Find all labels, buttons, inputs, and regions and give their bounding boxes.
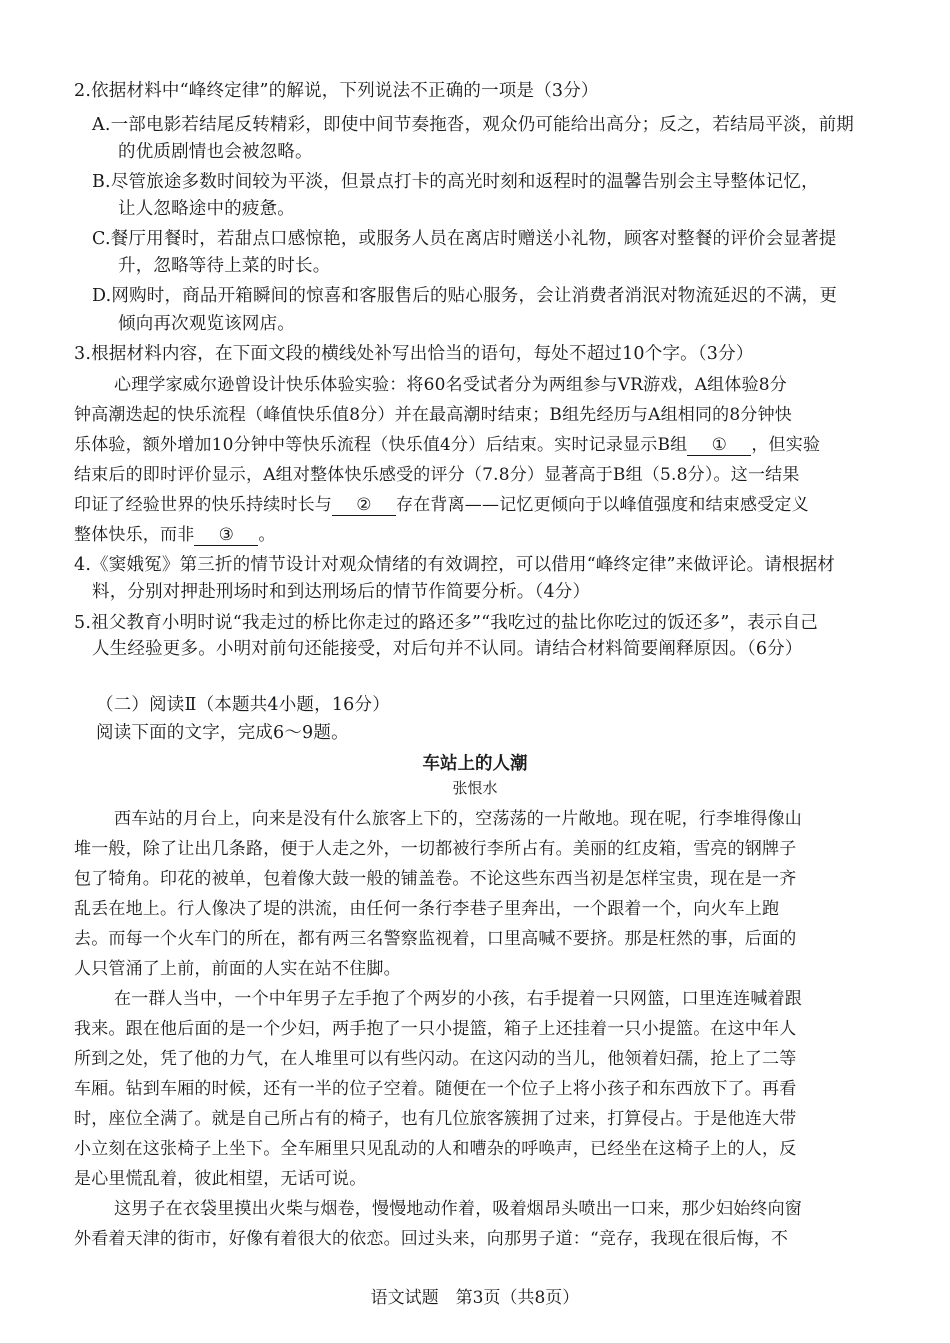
q3-line5-text-b: 存在背离——记忆更倾向于以峰值强度和结束感受定义	[396, 495, 809, 515]
reading2-instruction: 阅读下面的文字，完成6～9题。	[96, 723, 349, 743]
q3-line3-text-b: ，但实验	[751, 435, 821, 455]
q3-line3-text-a: 乐体验，额外增加10分钟中等快乐流程（快乐值4分）后结束。实时记录显示B组	[74, 435, 688, 455]
question-5-line2: 人生经验更多。小明对前句还能接受，对后句并不认同。请结合材料简要阐释原因。（6分）	[92, 639, 803, 659]
question-3-stem: 3.根据材料内容，在下面文段的横线处补写出恰当的语句，每处不超过10个字。（3分）	[74, 344, 754, 364]
q3-passage-line6	[74, 523, 276, 547]
q3-line5-text-a: 印证了经验世界的快乐持续时长与	[74, 495, 332, 515]
article-line-8: 我来。跟在他后面的是一个少妇，两手抱了一只小提篮，箱子上还挂着一只小提篮。在这中年人	[74, 1019, 797, 1039]
q3-line6-text-a: 整体快乐，而非	[74, 525, 195, 545]
question-5-line1: 5.祖父教育小明时说“我走过的桥比你走过的路还多”“我吃过的盐比你吃过的饭还多”，表示自己	[74, 613, 818, 633]
page-footer: 语文试题 第3页（共8页）	[370, 1288, 580, 1308]
q2-option-b-line1: B.尽管旅途多数时间较为平淡，但景点打卡的高光时刻和返程时的温馨告别会主导整体记忆，	[92, 172, 819, 192]
article-line-15: 外看着天津的街市，好像有着很大的依恋。回过头来，向那男子道：“竞存，我现在很后悔，不	[74, 1229, 789, 1249]
article-line-6: 人只管涌了上前，前面的人实在站不住脚。	[74, 959, 401, 979]
article-line-12: 小立刻在这张椅子上坐下。全车厢里只见乱动的人和嘈杂的呼唤声，已经坐在这椅子上的人，反	[74, 1139, 797, 1159]
q3-passage-line4: 结束后的即时评价显示，A组对整体快乐感受的评分（7.8分）显著高于B组（5.8分）。这一结果	[74, 465, 800, 485]
q3-passage-line1: 心理学家威尔逊曾设计快乐体验实验：将60名受试者分为两组参与VR游戏，A组体验8分	[114, 375, 787, 395]
article-line-2: 堆一般，除了让出几条路，便于人走之外，一切都被行李所占有。美丽的红皮箱，雪亮的钢牌子	[74, 839, 797, 859]
article-line-7: 在一群人当中，一个中年男子左手抱了个两岁的小孩，右手提着一只网篮，口里连连喊着跟	[114, 989, 802, 1009]
article-title: 车站上的人潮	[422, 754, 528, 774]
blank-3[interactable]: ③	[194, 525, 258, 546]
q2-option-a-line1: A.一部电影若结尾反转精彩，即使中间节奏拖沓，观众仍可能给出高分；反之，若结局平淡，前期	[92, 115, 854, 135]
question-4-line2: 料，分别对押赴刑场时和到达刑场后的情节作简要分析。（4分）	[92, 582, 591, 602]
article-line-10: 车厢。钻到车厢的时候，还有一半的位子空着。随便在一个位子上将小孩子和东西放下了。再看	[74, 1079, 797, 1099]
blank-1[interactable]: ①	[687, 435, 751, 456]
q2-option-d-line2: 倾向再次观览该网店。	[118, 314, 295, 334]
reading2-heading: （二）阅读Ⅱ（本题共4小题，16分）	[96, 695, 390, 715]
article-line-1: 西车站的月台上，向来是没有什么旅客上下的，空荡荡的一片敞地。现在呢，行李堆得像山	[114, 809, 802, 829]
q2-option-c-line2: 升，忽略等待上菜的时长。	[118, 256, 331, 276]
q2-option-a-line2: 的优质剧情也会被忽略。	[118, 142, 313, 162]
blank-2[interactable]: ②	[332, 495, 396, 516]
q3-passage-line2: 钟高潮迭起的快乐流程（峰值快乐值8分）并在最高潮时结束；B组先经历与A组相同的8分钟快	[74, 405, 792, 425]
article-line-14: 这男子在衣袋里摸出火柴与烟卷，慢慢地动作着，吸着烟昂头喷出一口来，那少妇始终向窗	[114, 1199, 802, 1219]
q2-option-d-line1: D.网购时，商品开箱瞬间的惊喜和客服售后的贴心服务，会让消费者消泯对物流延迟的不满，更	[92, 286, 838, 306]
article-line-13: 是心里慌乱着，彼此相望，无话可说。	[74, 1169, 367, 1189]
article-line-4: 乱丢在地上。行人像决了堤的洪流，由任何一条行李巷子里奔出，一个跟着一个，向火车上跑	[74, 899, 780, 919]
question-2-stem: 2.依据材料中“峰终定律”的解说，下列说法不正确的一项是（3分）	[74, 81, 599, 101]
q2-option-c-line1: C.餐厅用餐时，若甜点口感惊艳，或服务人员在离店时赠送小礼物，顾客对整餐的评价会显著提	[92, 229, 837, 249]
question-4-line1: 4.《窦娥冤》第三折的情节设计对观众情绪的有效调控，可以借用“峰终定律”来做评论。请根据材	[74, 555, 836, 575]
article-line-11: 时，座位全满了。就是自己所占有的椅子，也有几位旅客簇拥了过来，打算侵占。于是他连大带	[74, 1109, 797, 1129]
article-line-9: 所到之处，凭了他的力气，在人堆里可以有些闪动。在这闪动的当儿，他领着妇孺，抢上了二等	[74, 1049, 797, 1069]
q3-line6-text-b: 。	[258, 525, 276, 545]
q2-option-b-line2: 让人忽略途中的疲惫。	[118, 199, 295, 219]
q3-passage-line3	[74, 433, 820, 457]
article-author: 张恨水	[452, 779, 498, 797]
article-line-3: 包了犄角。印花的被单，包着像大鼓一般的铺盖卷。不论这些东西当初是怎样宝贵，现在是一齐	[74, 869, 797, 889]
q3-passage-line5	[74, 493, 809, 517]
article-line-5: 去。而每一个火车门的所在，都有两三名警察监视着，口里高喊不要挤。那是枉然的事，后面的	[74, 929, 797, 949]
